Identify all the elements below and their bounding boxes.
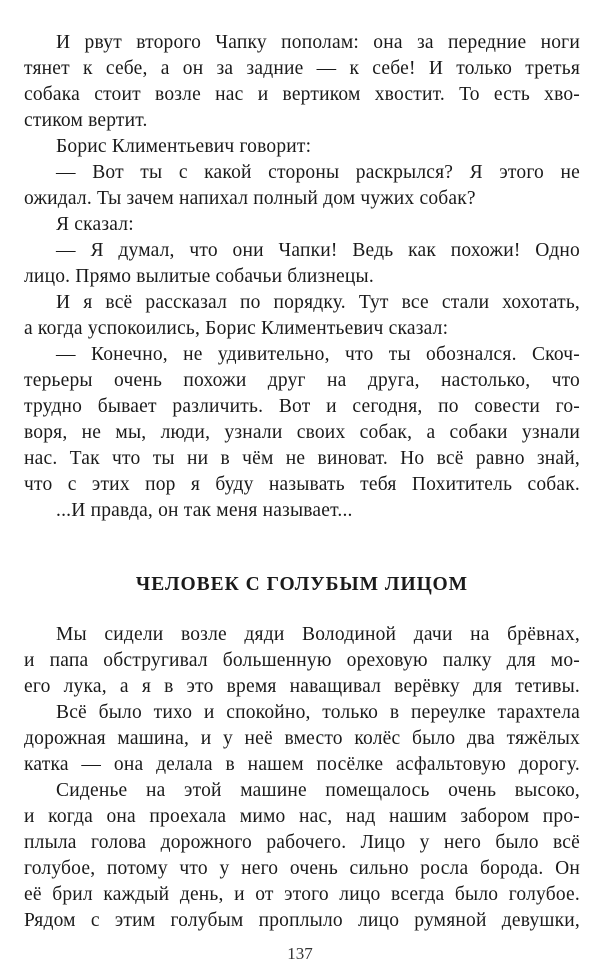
text-line: собака стоит возле нас и вертиком хвостит. То есть хво-	[24, 84, 580, 105]
text-line: Мы сидели возле дяди Володиной дачи на брёвнах,	[56, 624, 580, 645]
text-line: Я сказал:	[56, 214, 134, 235]
text-line: нас. Так что ты ни в чём не виноват. Но всё равно знай,	[24, 448, 580, 469]
chapter-title: ЧЕЛОВЕК С ГОЛУБЫМ ЛИЦОМ	[135, 574, 469, 595]
text-line: — Вот ты с какой стороны раскрылся? Я этого не	[56, 162, 580, 183]
text-line: ...И правда, он так меня называет...	[56, 500, 353, 521]
text-line: — Я думал, что они Чапки! Ведь как похожи! Одно	[56, 240, 580, 261]
text-line: его лука, а я в это время наващивал верёвку для тетивы.	[24, 676, 580, 697]
text-line: Сиденье на этой машине помещалось очень высоко,	[56, 780, 580, 801]
text-line: и папа обстругивал большенную ореховую палку для мо-	[24, 650, 580, 671]
text-line: Всё было тихо и спокойно, только в переулке тарахтела	[56, 702, 580, 723]
text-line: и когда она проехала мимо нас, над нашим забором про-	[24, 806, 580, 827]
text-line: Борис Климентьевич говорит:	[56, 136, 312, 157]
page-number: 137	[287, 944, 313, 963]
text-line: трудно бывает различить. Вот и сегодня, по совести го-	[24, 396, 580, 417]
text-line: катка — она делала в нашем посёлке асфальтовую дорогу.	[24, 754, 580, 775]
text-line: И рвут второго Чапку пополам: она за передние ноги	[56, 32, 580, 53]
text-line: тянет к себе, а он за задние — к себе! И только третья	[24, 58, 580, 79]
text-line: а когда успокоились, Борис Климентьевич сказал:	[24, 318, 449, 339]
text-line: голубое, потому что у него очень сильно росла борода. Он	[24, 858, 580, 879]
text-line: ожидал. Ты зачем напихал полный дом чужих собак?	[24, 188, 476, 209]
text-line: дорожная машина, и у неё вместо колёс было два тяжёлых	[24, 728, 580, 749]
story-ending	[24, 30, 580, 524]
text-line: терьеры очень похожи друг на друга, настолько, что	[24, 370, 580, 391]
text-line: воря, не мы, люди, узнали своих собак, а собаки узнали	[24, 422, 580, 443]
text-line: И я всё рассказал по порядку. Тут все стали хохотать,	[56, 292, 580, 313]
text-line: её брил каждый день, и от этого лицо всегда было голубое.	[24, 884, 580, 905]
section-gap	[24, 524, 580, 570]
text-line: лицо. Прямо вылитые собачьи близнецы.	[24, 266, 374, 287]
chapter-body	[24, 622, 580, 934]
text-line: что с этих пор я буду называть тебя Похититель собак.	[24, 474, 580, 495]
text-line: Рядом с этим голубым проплыло лицо румяной девушки,	[24, 910, 580, 931]
text-line: — Конечно, не удивительно, что ты обознался. Скоч-	[56, 344, 580, 365]
text-line: стиком вертит.	[24, 110, 148, 131]
text-line: плыла голова дорожного рабочего. Лицо у него было всё	[24, 832, 580, 853]
book-page	[24, 30, 580, 934]
